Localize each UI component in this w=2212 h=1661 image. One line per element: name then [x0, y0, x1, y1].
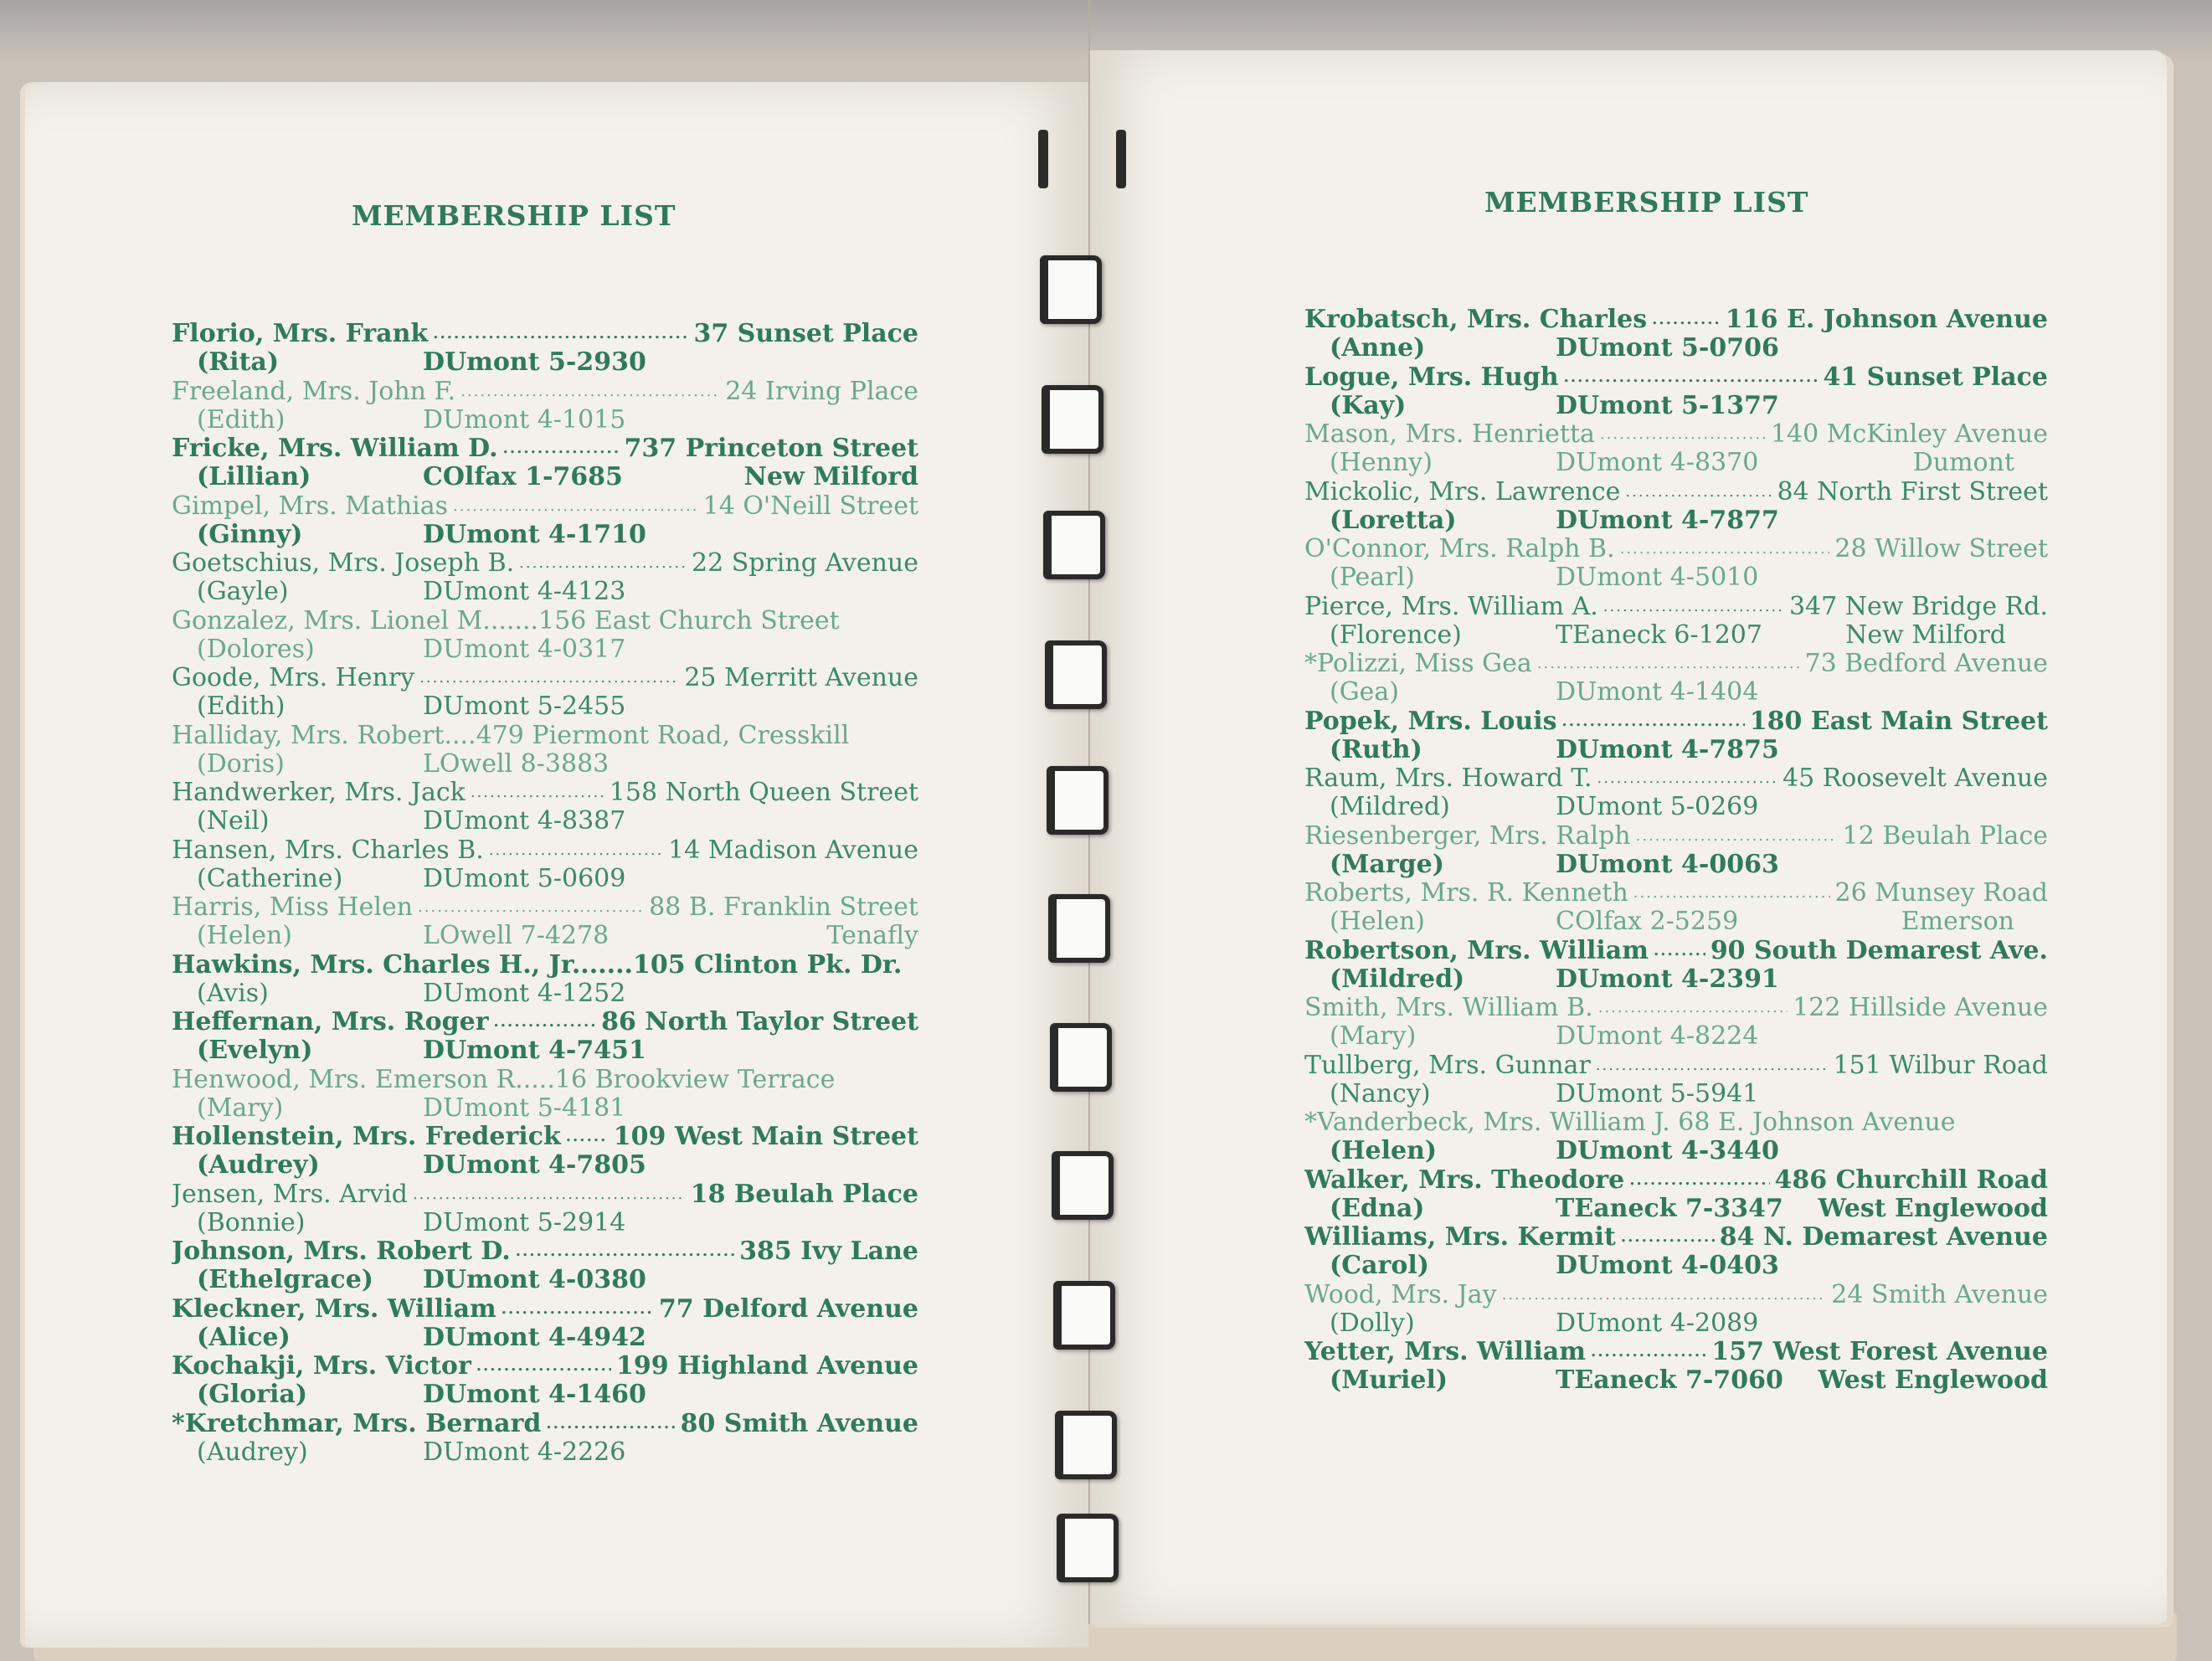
binding-ring: [1045, 640, 1107, 709]
member-phone: DUmont 4-8370: [1556, 448, 1759, 477]
leader-dots: [1537, 650, 1800, 678]
member-name: Heffernan, Mrs. Roger: [172, 1008, 489, 1036]
binding-ring: [1043, 511, 1105, 579]
member-first-name: (Anne): [1330, 333, 1426, 363]
member-entry: [1304, 1108, 2048, 1166]
member-phone: DUmont 4-1252: [423, 978, 626, 1008]
leader-dots: [1633, 879, 1830, 908]
member-town: Tenafly: [826, 921, 918, 950]
member-address: 157 West Forest Avenue: [1711, 1338, 2048, 1366]
member-phone: DUmont 4-0063: [1556, 849, 1779, 879]
member-name: O'Connor, Mrs. Ralph B.: [1304, 535, 1615, 563]
binding-ring: [1053, 1281, 1115, 1350]
member-entry: [172, 1123, 918, 1180]
member-address: 25 Merritt Avenue: [684, 664, 918, 692]
member-first-name: (Helen): [197, 921, 292, 950]
member-address: 73 Bedford Avenue: [1804, 650, 2048, 678]
member-phone: DUmont 4-2089: [1556, 1308, 1759, 1338]
member-address: 24 Irving Place: [725, 377, 918, 406]
leader-dots: [503, 435, 620, 463]
member-entry: [172, 779, 918, 836]
member-first-name: (Alice): [197, 1322, 291, 1352]
member-first-name: (Henny): [1330, 448, 1433, 477]
member-entry: [1304, 1052, 2048, 1109]
member-name: Mickolic, Mrs. Lawrence: [1304, 477, 1621, 507]
member-town: Emerson: [1901, 907, 2014, 936]
member-address: 14 O'Neill Street: [702, 491, 918, 521]
leader-dots: [433, 320, 688, 348]
member-address: 28 Willow Street: [1834, 535, 2048, 563]
member-entry: [1304, 478, 2048, 536]
leader-dots: [546, 1410, 675, 1438]
member-name: Wood, Mrs. Jay: [1304, 1280, 1497, 1309]
member-entry: [172, 549, 918, 607]
member-first-name: (Marge): [1330, 849, 1444, 879]
member-entry: [172, 492, 918, 550]
member-entry: [1304, 650, 2048, 707]
member-phone: DUmont 4-5010: [1556, 563, 1759, 592]
leader-dots: [1654, 937, 1705, 965]
member-first-name: (Neil): [197, 806, 270, 836]
member-entry: [1304, 707, 2048, 765]
member-entry: [172, 320, 918, 378]
member-address: 18 Beulah Place: [690, 1180, 918, 1209]
member-address: 109 West Main Street: [613, 1123, 918, 1151]
member-phone: LOwell 7-4278: [423, 921, 610, 950]
member-name: Smith, Mrs. William B.: [1304, 994, 1593, 1022]
member-name: Krobatsch, Mrs. Charles: [1304, 306, 1648, 334]
member-address: 86 North Taylor Street: [601, 1008, 918, 1036]
member-name: *Kretchmar, Mrs. Bernard: [172, 1409, 542, 1438]
member-entry: [172, 722, 918, 779]
leader-dots: [1620, 535, 1830, 563]
member-name: Logue, Mrs. Hugh: [1304, 363, 1559, 392]
member-entry: [172, 1237, 918, 1295]
member-first-name: (Mildred): [1330, 964, 1465, 994]
member-phone: COlfax 1-7685: [423, 462, 623, 491]
member-address: 26 Munsey Road: [1834, 879, 2048, 908]
member-phone: DUmont 5-1377: [1556, 390, 1779, 420]
member-phone: DUmont 5-2914: [423, 1207, 626, 1237]
leader-dots: [494, 1008, 597, 1036]
member-name: Freeland, Mrs. John F.: [172, 377, 456, 406]
member-first-name: (Mary): [1330, 1021, 1417, 1051]
leader-dots: [1625, 478, 1772, 507]
member-first-name: (Ruth): [1330, 734, 1422, 764]
member-name: Raum, Mrs. Howard T.: [1304, 764, 1592, 793]
leader-dots: [419, 664, 679, 692]
member-entry: [1304, 937, 2048, 995]
member-address: 158 North Queen Street: [609, 779, 918, 807]
member-name: Henwood, Mrs. Emerson R.....16 Brookview Terrace: [172, 1065, 836, 1094]
member-entry: [1304, 822, 2048, 880]
binding-ring: [1040, 255, 1102, 324]
member-name: *Polizzi, Miss Gea: [1304, 650, 1532, 678]
binding-ring: [1055, 1411, 1117, 1479]
member-first-name: (Lillian): [197, 462, 311, 491]
member-town: West Englewood: [1818, 1193, 2048, 1223]
member-town: New Milford: [1845, 620, 2006, 650]
member-phone: DUmont 5-4181: [423, 1093, 626, 1123]
right-membership-list: [1304, 306, 2048, 1396]
member-address: 41 Sunset Place: [1823, 363, 2048, 392]
member-address: 151 Wilbur Road: [1833, 1051, 2048, 1080]
binding-ring: [1038, 130, 1048, 188]
member-entry: [172, 607, 918, 665]
member-entry: [1304, 1166, 2048, 1224]
member-address: 385 Ivy Lane: [739, 1237, 918, 1266]
member-phone: DUmont 5-0706: [1556, 333, 1779, 363]
member-town: New Milford: [743, 462, 918, 491]
member-address: 486 Churchill Road: [1774, 1165, 2048, 1195]
member-name: Gonzalez, Mrs. Lionel M.......156 East Church Street: [172, 606, 840, 635]
member-entry: [172, 1180, 918, 1238]
member-phone: DUmont 4-7877: [1556, 505, 1779, 535]
leader-dots: [566, 1123, 609, 1151]
member-phone: DUmont 4-7875: [1556, 734, 1779, 764]
member-address: 22 Spring Avenue: [691, 549, 918, 578]
member-address: 199 Highland Avenue: [616, 1352, 918, 1381]
member-address: 88 B. Franklin Street: [649, 893, 918, 922]
leader-dots: [516, 1237, 734, 1266]
leader-dots: [1564, 363, 1818, 392]
leader-dots: [1636, 822, 1838, 851]
member-first-name: (Edith): [197, 404, 286, 435]
leader-dots: [1598, 994, 1788, 1022]
member-first-name: (Mildred): [1330, 792, 1450, 821]
member-address: 12 Beulah Place: [1842, 821, 2048, 851]
member-name: Hansen, Mrs. Charles B.: [172, 836, 484, 865]
member-address: 14 Madison Avenue: [668, 836, 918, 865]
right-page-heading: MEMBERSHIP LIST: [1484, 186, 1809, 219]
member-address: 180 East Main Street: [1749, 707, 2048, 736]
member-name: Yetter, Mrs. William: [1304, 1338, 1586, 1366]
member-first-name: (Audrey): [197, 1150, 320, 1180]
member-phone: DUmont 4-1710: [423, 519, 646, 549]
member-name: Handwerker, Mrs. Jack: [172, 779, 466, 807]
member-name: Hawkins, Mrs. Charles H., Jr.......105 Clinton Pk. Dr.: [172, 950, 903, 980]
member-entry: [1304, 306, 2048, 363]
member-name: Tullberg, Mrs. Gunnar: [1304, 1051, 1591, 1080]
member-name: Robertson, Mrs. William: [1304, 936, 1649, 965]
binding-ring: [1047, 766, 1109, 835]
member-address: 90 South Demarest Ave.: [1710, 936, 2048, 965]
binding-ring: [1048, 894, 1110, 963]
member-name: Popek, Mrs. Louis: [1304, 707, 1557, 736]
member-phone: DUmont 5-5941: [1556, 1078, 1759, 1108]
member-entry: [172, 378, 918, 435]
member-name: Goetschius, Mrs. Joseph B.: [172, 549, 515, 578]
member-first-name: (Gayle): [197, 577, 289, 606]
binding-ring: [1116, 130, 1126, 188]
member-name: Goode, Mrs. Henry: [172, 664, 415, 692]
member-first-name: (Edith): [197, 692, 286, 721]
member-entry: [172, 1008, 918, 1066]
leader-dots: [1597, 764, 1777, 793]
member-entry: [172, 893, 918, 951]
member-entry: [1304, 1223, 2048, 1281]
member-phone: DUmont 4-0403: [1556, 1251, 1779, 1280]
member-name: Jensen, Mrs. Arvid: [172, 1180, 408, 1209]
member-phone: DUmont 4-7451: [423, 1036, 646, 1065]
member-first-name: (Edna): [1330, 1193, 1425, 1223]
member-first-name: (Nancy): [1330, 1078, 1431, 1108]
binding-ring: [1057, 1514, 1119, 1582]
member-address: 45 Roosevelt Avenue: [1782, 764, 2048, 793]
member-address: 37 Sunset Place: [693, 320, 918, 348]
member-entry: [1304, 1338, 2048, 1396]
member-address: 737 Princeton Street: [624, 435, 918, 463]
member-phone: DUmont 4-3440: [1556, 1136, 1779, 1165]
member-entry: [172, 836, 918, 894]
member-entry: [1304, 994, 2048, 1052]
member-name: *Vanderbeck, Mrs. William J. 68 E. Johnson Avenue: [1304, 1108, 1956, 1137]
member-phone: DUmont 4-4123: [423, 577, 626, 606]
leader-dots: [471, 779, 604, 807]
binding-ring: [1052, 1151, 1114, 1220]
member-first-name: (Ethelgrace): [197, 1265, 373, 1294]
member-name: Fricke, Mrs. William D.: [172, 435, 498, 463]
leader-dots: [1652, 306, 1721, 334]
member-name: Hollenstein, Mrs. Frederick: [172, 1123, 561, 1151]
member-first-name: (Loretta): [1330, 505, 1457, 535]
member-phone: DUmont 4-2226: [423, 1437, 626, 1467]
member-first-name: (Avis): [197, 978, 269, 1008]
member-phone: COlfax 2-5259: [1556, 907, 1739, 936]
left-membership-list: [172, 320, 918, 1467]
member-name: Harris, Miss Helen: [172, 893, 414, 922]
member-name: Gimpel, Mrs. Mathias: [172, 491, 449, 521]
member-first-name: (Dolly): [1330, 1308, 1415, 1338]
member-first-name: (Helen): [1330, 907, 1425, 936]
member-phone: DUmont 5-0609: [423, 863, 626, 893]
binding-ring: [1050, 1023, 1112, 1092]
member-first-name: (Catherine): [197, 863, 343, 893]
member-address: 84 North First Street: [1777, 477, 2048, 507]
leader-dots: [1591, 1338, 1706, 1366]
member-first-name: (Helen): [1330, 1136, 1438, 1165]
member-address: 122 Hillside Avenue: [1793, 994, 2048, 1022]
member-first-name: (Audrey): [197, 1437, 308, 1467]
member-phone: LOwell 8-3883: [423, 748, 610, 779]
member-phone: DUmont 4-1015: [423, 404, 626, 435]
member-phone: DUmont 4-0380: [423, 1265, 646, 1294]
member-first-name: (Gea): [1330, 677, 1400, 707]
member-phone: DUmont 4-2391: [1556, 964, 1779, 994]
leader-dots: [1600, 420, 1766, 449]
leader-dots: [1621, 1223, 1715, 1252]
member-name: Riesenberger, Mrs. Ralph: [1304, 821, 1631, 851]
member-entry: [172, 1295, 918, 1353]
leader-dots: [1562, 707, 1745, 736]
member-entry: [172, 664, 918, 722]
member-entry: [1304, 1281, 2048, 1339]
member-first-name: (Dolores): [197, 634, 315, 664]
leader-dots: [418, 893, 644, 922]
member-first-name: (Ginny): [197, 519, 303, 549]
leader-dots: [519, 549, 687, 578]
leader-dots: [1596, 1052, 1829, 1080]
member-entry: [172, 951, 918, 1009]
member-phone: TEaneck 7-3347: [1556, 1193, 1783, 1223]
member-address: 140 McKinley Avenue: [1770, 420, 2048, 449]
member-phone: DUmont 5-2455: [423, 692, 626, 721]
member-phone: DUmont 4-8224: [1556, 1021, 1759, 1051]
leader-dots: [502, 1295, 654, 1324]
member-address: 77 Delford Avenue: [658, 1294, 918, 1324]
member-first-name: (Doris): [197, 748, 285, 779]
member-address: 116 E. Johnson Avenue: [1725, 306, 2048, 334]
member-phone: DUmont 5-0269: [1556, 792, 1759, 821]
member-phone: DUmont 5-2930: [423, 347, 646, 377]
member-phone: TEaneck 6-1207: [1556, 620, 1762, 650]
member-phone: DUmont 4-1404: [1556, 677, 1759, 707]
member-phone: DUmont 4-4942: [423, 1322, 646, 1352]
member-first-name: (Muriel): [1330, 1365, 1448, 1395]
member-address: 347 New Bridge Rd.: [1788, 592, 2048, 621]
member-address: 84 N. Demarest Avenue: [1719, 1223, 2048, 1252]
leader-dots: [460, 378, 720, 406]
member-name: Roberts, Mrs. R. Kenneth: [1304, 879, 1628, 908]
member-phone: DUmont 4-8387: [423, 806, 626, 836]
member-address: 80 Smith Avenue: [680, 1409, 918, 1438]
leader-dots: [1629, 1166, 1769, 1195]
member-first-name: (Pearl): [1330, 563, 1415, 592]
member-name: Williams, Mrs. Kermit: [1304, 1223, 1616, 1252]
binding-ring: [1042, 385, 1103, 454]
member-first-name: (Gloria): [197, 1380, 308, 1409]
leader-dots: [453, 492, 698, 521]
member-first-name: (Evelyn): [197, 1036, 313, 1065]
member-name: Halliday, Mrs. Robert....479 Piermont Road, Cresskill: [172, 721, 850, 750]
member-entry: [1304, 363, 2048, 421]
member-entry: [172, 1352, 918, 1410]
member-first-name: (Bonnie): [197, 1207, 306, 1237]
member-name: Mason, Mrs. Henrietta: [1304, 420, 1595, 449]
member-town: West Englewood: [1818, 1365, 2048, 1395]
leader-dots: [1502, 1281, 1827, 1309]
member-name: Johnson, Mrs. Robert D.: [172, 1237, 511, 1266]
member-entry: [172, 1410, 918, 1468]
member-first-name: (Rita): [197, 347, 280, 377]
member-town: Dumont: [1912, 448, 2014, 477]
leader-dots: [476, 1352, 611, 1381]
member-phone: DUmont 4-7805: [423, 1150, 646, 1180]
leader-dots: [1603, 593, 1784, 621]
member-phone: DUmont 4-0317: [423, 634, 626, 664]
member-entry: [172, 435, 918, 492]
member-first-name: (Florence): [1330, 620, 1462, 650]
member-entry: [1304, 593, 2048, 651]
member-name: Pierce, Mrs. William A.: [1304, 592, 1598, 621]
member-entry: [1304, 535, 2048, 593]
member-entry: [1304, 879, 2048, 937]
member-first-name: (Carol): [1330, 1251, 1429, 1280]
member-address: 24 Smith Avenue: [1831, 1280, 2048, 1309]
member-first-name: (Kay): [1330, 390, 1407, 420]
member-name: Florio, Mrs. Frank: [172, 320, 429, 348]
leader-dots: [413, 1180, 686, 1209]
member-name: Walker, Mrs. Theodore: [1304, 1165, 1625, 1195]
member-entry: [1304, 764, 2048, 822]
member-name: Kochakji, Mrs. Victor: [172, 1352, 471, 1381]
member-first-name: (Mary): [197, 1093, 284, 1123]
member-name: Kleckner, Mrs. William: [172, 1294, 496, 1324]
member-phone: TEaneck 7-7060: [1556, 1365, 1783, 1395]
left-page-heading: MEMBERSHIP LIST: [352, 199, 676, 232]
member-entry: [1304, 420, 2048, 478]
member-phone: DUmont 4-1460: [423, 1380, 646, 1409]
member-entry: [172, 1066, 918, 1124]
leader-dots: [489, 836, 663, 865]
